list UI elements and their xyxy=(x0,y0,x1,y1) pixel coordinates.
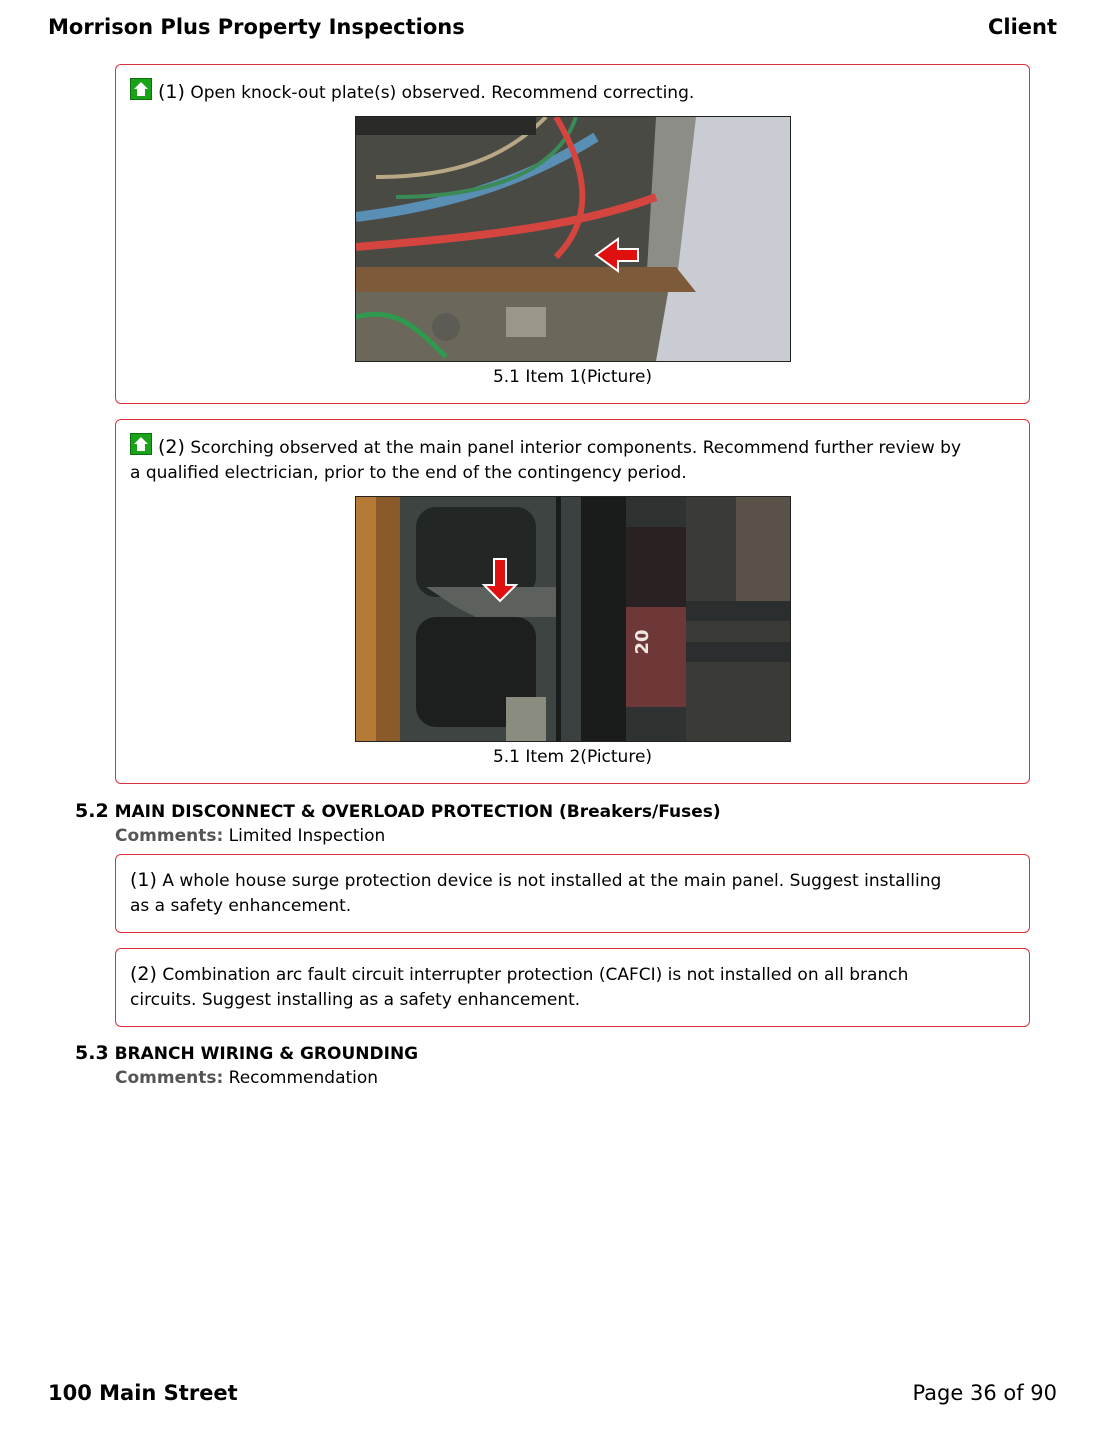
photo-caption: 5.1 Item 1(Picture) xyxy=(492,367,653,387)
comments-line xyxy=(115,1068,378,1088)
panel-photo-image xyxy=(356,117,790,361)
item-number: (1) xyxy=(158,81,185,103)
section-heading xyxy=(75,1042,418,1064)
section-title: BRANCH WIRING & GROUNDING xyxy=(114,1044,419,1064)
comments-label: Comments: xyxy=(115,1068,224,1088)
breaker-label: 20 xyxy=(632,629,653,655)
comments-value: Limited Inspection xyxy=(228,826,386,846)
item-text-line xyxy=(116,420,1029,461)
comments-line xyxy=(115,826,385,846)
item-text-line: a qualified electrician, prior to the end of the contingency period. xyxy=(130,463,687,483)
item-text: A whole house surge protection device is not installed at the main panel. Suggest installing xyxy=(162,871,942,891)
item-number: (2) xyxy=(130,963,157,985)
item-number: (1) xyxy=(130,869,157,891)
comment-box xyxy=(115,854,1030,933)
page-header xyxy=(48,12,1057,42)
item-text: Scorching observed at the main panel interior components. Recommend further review by xyxy=(190,438,962,458)
item-text: Combination arc fault circuit interrupter protection (CAFCI) is not installed on all branch xyxy=(162,965,909,985)
comments-value: Recommendation xyxy=(228,1068,379,1088)
panel-photo[interactable] xyxy=(355,116,791,362)
section-number: 5.2 xyxy=(75,800,109,822)
photo-caption: 5.1 Item 2(Picture) xyxy=(492,747,653,767)
client-name: Client xyxy=(987,15,1057,39)
property-address: 100 Main Street xyxy=(48,1381,238,1405)
item-text: Open knock-out plate(s) observed. Recommend correcting. xyxy=(190,83,695,103)
item-box-2 xyxy=(115,419,1030,784)
item-number: (2) xyxy=(158,436,185,458)
item-text-line xyxy=(116,65,1029,106)
panel-photo-image xyxy=(356,497,790,741)
item-text-line: circuits. Suggest installing as a safety enhancement. xyxy=(130,990,581,1010)
item-box-1 xyxy=(115,64,1030,404)
item-text-line xyxy=(116,855,1029,894)
item-text-line xyxy=(116,949,1029,988)
comments-label: Comments: xyxy=(115,826,224,846)
green-house-icon xyxy=(130,78,152,100)
green-house-icon xyxy=(130,433,152,455)
company-name: Morrison Plus Property Inspections xyxy=(48,15,465,39)
section-title: MAIN DISCONNECT & OVERLOAD PROTECTION (Breakers/Fuses) xyxy=(114,802,721,822)
section-number: 5.3 xyxy=(75,1042,109,1064)
page-footer xyxy=(48,1378,1057,1408)
panel-photo[interactable] xyxy=(355,496,791,742)
item-text-line: as a safety enhancement. xyxy=(130,896,352,916)
comment-box xyxy=(115,948,1030,1027)
section-heading xyxy=(75,800,721,822)
page-number: Page 36 of 90 xyxy=(912,1381,1057,1405)
